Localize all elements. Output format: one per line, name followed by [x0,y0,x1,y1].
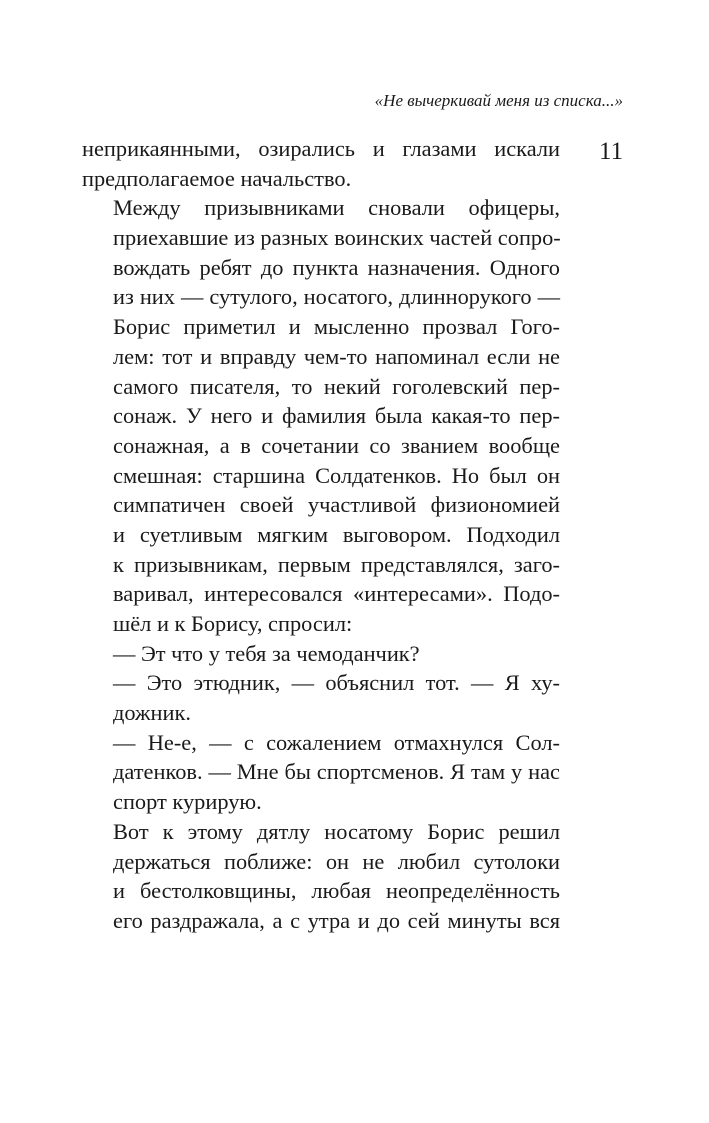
text-line: Борис приметил и мысленно прозвал Гого- [113,314,560,340]
text-line: — Это этюдник, — объяснил тот. — Я ху- [113,670,560,696]
text-line: датенков. — Мне бы спортсменов. Я там у нас [113,759,560,785]
text-line: спорт курирую. [113,789,262,815]
text-line: неприкаянными, озирались и глазами искали [82,136,560,161]
text-line: смешная: старшина Солдатенков. Но был он [113,462,560,488]
text-line: его раздражала, а с утра и до сей минуты вся [113,907,560,933]
paragraph [82,817,560,936]
page-number: 11 [599,138,624,165]
text-line: держаться поближе: он не любил сутолоки [113,848,560,874]
text-line: симпатичен своей участливой физиономией [113,492,560,518]
running-head: «Не вычеркивай меня из списка...» [374,91,623,110]
text-line: сонажная, а в сочетании со званием вообще [113,432,560,458]
text-line: Между призывниками сновали офицеры, [113,195,560,221]
paragraph [82,639,560,669]
text-line: лем: тот и вправду чем-то напоминал если не [113,343,560,369]
text-line: — Эт что у тебя за чемоданчик? [113,640,420,666]
paragraph [82,668,560,727]
text-line: из них — сутулого, носатого, длиннорукого — [113,284,560,310]
text-line: дожник. [113,700,191,726]
text-line: предполагаемое начальство. [82,165,352,191]
body-text [82,134,560,936]
text-line: — Не-е, — с сожалением отмахнулся Сол- [113,729,560,755]
paragraph [82,728,560,817]
text-line: приехавшие из разных воинских частей сопро- [113,225,561,251]
text-line: и суетливым мягким выговором. Подходил [113,521,560,547]
paragraph [82,134,560,193]
paragraph [82,193,560,638]
text-line: самого писателя, то некий гоголевский пер- [113,373,560,399]
text-line: сонаж. У него и фамилия была какая-то пер- [113,403,560,429]
text-line: к призывникам, первым представлялся, заго- [113,551,560,577]
text-line: Вот к этому дятлу носатому Борис решил [113,818,560,844]
text-line: вождать ребят до пункта назначения. Одного [113,254,560,280]
text-line: варивал, интересовался «интересами». Подо- [113,581,560,607]
text-line: и бестолковщины, любая неопределённость [113,878,560,904]
text-line: шёл и к Борису, спросил: [113,611,353,636]
